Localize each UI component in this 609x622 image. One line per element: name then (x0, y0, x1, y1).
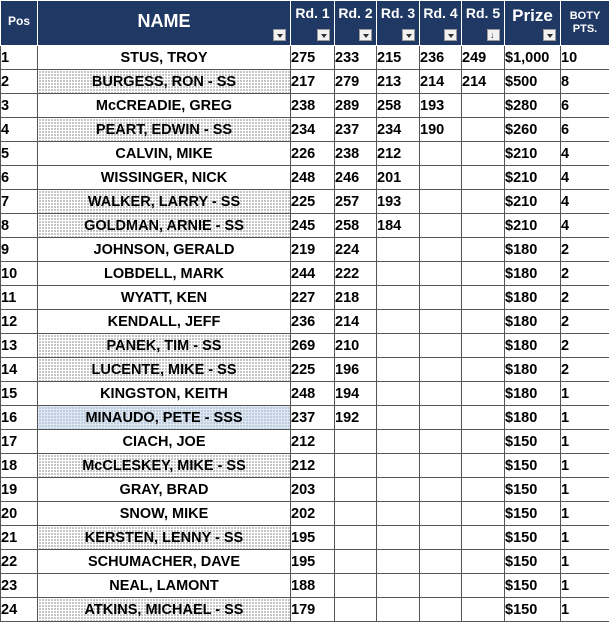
prize-cell[interactable]: $150 (505, 550, 561, 574)
name-cell[interactable]: WISSINGER, NICK (38, 166, 291, 190)
prize-cell[interactable]: $210 (505, 214, 561, 238)
header-rd1[interactable] (291, 1, 335, 46)
rd4-score-cell[interactable] (420, 214, 462, 238)
header-name-label: NAME (38, 11, 290, 32)
pos-cell[interactable]: 17 (1, 430, 38, 454)
rd3-score-cell[interactable] (377, 454, 420, 478)
name-cell[interactable]: STUS, TROY (38, 46, 291, 70)
header-boty-label (561, 10, 609, 36)
rd5-score-cell[interactable] (462, 406, 505, 430)
rd3-score-cell[interactable]: 184 (377, 214, 420, 238)
rd2-score-cell[interactable]: 210 (335, 334, 377, 358)
boty-points-cell[interactable]: 1 (561, 454, 609, 478)
rd2-score-cell[interactable]: 222 (335, 262, 377, 286)
rd3-score-cell[interactable]: 234 (377, 118, 420, 142)
table-row (1, 406, 609, 430)
rd1-score-cell[interactable]: 188 (291, 574, 335, 598)
prize-cell[interactable]: $180 (505, 238, 561, 262)
name-cell[interactable]: KENDALL, JEFF (38, 310, 291, 334)
boty-points-cell[interactable]: 1 (561, 382, 609, 406)
rd5-score-cell[interactable]: 214 (462, 70, 505, 94)
header-rd5[interactable] (462, 1, 505, 46)
prize-cell[interactable]: $500 (505, 70, 561, 94)
rd2-score-cell[interactable]: 192 (335, 406, 377, 430)
rd5-score-cell[interactable] (462, 118, 505, 142)
prize-cell[interactable]: $150 (505, 454, 561, 478)
table-row (1, 478, 609, 502)
boty-points-cell[interactable]: 4 (561, 214, 609, 238)
prize-cell[interactable]: $180 (505, 262, 561, 286)
rd2-score-cell[interactable]: 237 (335, 118, 377, 142)
name-cell[interactable]: GOLDMAN, ARNIE - SS (38, 214, 291, 238)
rd1-score-cell[interactable]: 238 (291, 94, 335, 118)
table-row (1, 166, 609, 190)
pos-cell[interactable]: 1 (1, 46, 38, 70)
prize-cell[interactable]: $260 (505, 118, 561, 142)
rd1-score-cell[interactable]: 225 (291, 190, 335, 214)
rd4-score-cell[interactable] (420, 502, 462, 526)
prize-cell[interactable]: $210 (505, 142, 561, 166)
pos-cell[interactable]: 6 (1, 166, 38, 190)
rd2-score-cell[interactable]: 218 (335, 286, 377, 310)
rd1-score-cell[interactable]: 226 (291, 142, 335, 166)
rd4-score-cell[interactable]: 193 (420, 94, 462, 118)
name-cell[interactable]: GRAY, BRAD (38, 478, 291, 502)
name-cell[interactable]: WYATT, KEN (38, 286, 291, 310)
boty-points-cell[interactable]: 2 (561, 262, 609, 286)
rd5-score-cell[interactable]: 249 (462, 46, 505, 70)
rd2-score-cell[interactable] (335, 598, 377, 622)
pos-cell[interactable]: 4 (1, 118, 38, 142)
pos-cell[interactable]: 23 (1, 574, 38, 598)
table-row (1, 262, 609, 286)
rd4-score-cell[interactable] (420, 550, 462, 574)
table-row (1, 310, 609, 334)
table-row (1, 70, 609, 94)
filter-dropdown-icon[interactable] (444, 29, 457, 41)
rd2-score-cell[interactable] (335, 454, 377, 478)
boty-points-cell[interactable]: 1 (561, 526, 609, 550)
rd1-score-cell[interactable]: 234 (291, 118, 335, 142)
pos-cell[interactable]: 16 (1, 406, 38, 430)
boty-points-cell[interactable]: 1 (561, 550, 609, 574)
rd5-score-cell[interactable] (462, 334, 505, 358)
pos-cell[interactable]: 7 (1, 190, 38, 214)
pos-cell[interactable]: 8 (1, 214, 38, 238)
header-rd3[interactable] (377, 1, 420, 46)
rd4-score-cell[interactable] (420, 334, 462, 358)
boty-points-cell[interactable]: 8 (561, 70, 609, 94)
rd1-score-cell[interactable]: 269 (291, 334, 335, 358)
header-name[interactable] (38, 1, 291, 46)
header-boty[interactable] (561, 1, 609, 46)
rd3-score-cell[interactable] (377, 502, 420, 526)
table-row (1, 142, 609, 166)
pos-cell[interactable]: 12 (1, 310, 38, 334)
boty-points-cell[interactable]: 1 (561, 478, 609, 502)
rd3-score-cell[interactable]: 258 (377, 94, 420, 118)
rd2-score-cell[interactable]: 279 (335, 70, 377, 94)
pos-cell[interactable]: 11 (1, 286, 38, 310)
rd2-score-cell[interactable]: 233 (335, 46, 377, 70)
name-cell[interactable]: ATKINS, MICHAEL - SS (38, 598, 291, 622)
rd5-score-cell[interactable] (462, 286, 505, 310)
pos-cell[interactable]: 2 (1, 70, 38, 94)
rd2-score-cell[interactable]: 257 (335, 190, 377, 214)
rd5-score-cell[interactable] (462, 454, 505, 478)
boty-points-cell[interactable]: 2 (561, 334, 609, 358)
pos-cell[interactable]: 14 (1, 358, 38, 382)
prize-cell[interactable]: $150 (505, 478, 561, 502)
rd5-score-cell[interactable] (462, 382, 505, 406)
rd5-score-cell[interactable] (462, 430, 505, 454)
rd4-score-cell[interactable] (420, 574, 462, 598)
header-prize-label: Prize (505, 6, 560, 26)
header-pos[interactable] (1, 1, 38, 46)
rd2-score-cell[interactable] (335, 550, 377, 574)
sort-descending-filter-icon[interactable] (487, 29, 500, 41)
rd5-score-cell[interactable] (462, 358, 505, 382)
name-cell[interactable]: McCREADIE, GREG (38, 94, 291, 118)
pos-cell[interactable]: 15 (1, 382, 38, 406)
rd4-score-cell[interactable]: 236 (420, 46, 462, 70)
rd2-score-cell[interactable] (335, 430, 377, 454)
header-rd1-label: Rd. 1 (291, 5, 334, 21)
rd4-score-cell[interactable] (420, 598, 462, 622)
rd5-score-cell[interactable] (462, 142, 505, 166)
filter-dropdown-icon[interactable] (273, 29, 286, 41)
rd5-score-cell[interactable] (462, 214, 505, 238)
table-row (1, 454, 609, 478)
pos-cell[interactable]: 10 (1, 262, 38, 286)
pos-cell[interactable]: 24 (1, 598, 38, 622)
rd1-score-cell[interactable]: 203 (291, 478, 335, 502)
rd4-score-cell[interactable]: 190 (420, 118, 462, 142)
rd3-score-cell[interactable] (377, 358, 420, 382)
name-cell[interactable]: PANEK, TIM - SS (38, 334, 291, 358)
name-cell[interactable]: CIACH, JOE (38, 430, 291, 454)
name-cell[interactable]: SNOW, MIKE (38, 502, 291, 526)
rd3-score-cell[interactable] (377, 238, 420, 262)
rd4-score-cell[interactable] (420, 406, 462, 430)
table-row (1, 286, 609, 310)
header-rd4[interactable] (420, 1, 462, 46)
rd4-score-cell[interactable] (420, 238, 462, 262)
boty-points-cell[interactable]: 2 (561, 238, 609, 262)
header-pos-label: Pos (1, 14, 37, 28)
table-row (1, 430, 609, 454)
prize-cell[interactable]: $150 (505, 598, 561, 622)
name-cell[interactable]: JOHNSON, GERALD (38, 238, 291, 262)
name-cell[interactable]: SCHUMACHER, DAVE (38, 550, 291, 574)
rd3-score-cell[interactable] (377, 406, 420, 430)
boty-points-cell[interactable]: 4 (561, 166, 609, 190)
prize-cell[interactable]: $150 (505, 430, 561, 454)
table-row (1, 94, 609, 118)
rd2-score-cell[interactable]: 238 (335, 142, 377, 166)
table-row (1, 214, 609, 238)
pos-cell[interactable]: 22 (1, 550, 38, 574)
rd5-score-cell[interactable] (462, 502, 505, 526)
rd4-score-cell[interactable] (420, 142, 462, 166)
header-rd3-label: Rd. 3 (377, 5, 419, 21)
boty-points-cell[interactable]: 4 (561, 190, 609, 214)
rd5-score-cell[interactable] (462, 190, 505, 214)
rd5-score-cell[interactable] (462, 526, 505, 550)
table-row (1, 358, 609, 382)
rd2-score-cell[interactable]: 224 (335, 238, 377, 262)
rd3-score-cell[interactable]: 193 (377, 190, 420, 214)
rd3-score-cell[interactable] (377, 430, 420, 454)
rd3-score-cell[interactable]: 215 (377, 46, 420, 70)
prize-cell[interactable]: $150 (505, 502, 561, 526)
rd5-score-cell[interactable] (462, 478, 505, 502)
pos-cell[interactable]: 3 (1, 94, 38, 118)
filter-dropdown-icon[interactable] (543, 29, 556, 41)
table-row (1, 598, 609, 622)
rd3-score-cell[interactable] (377, 310, 420, 334)
name-cell[interactable]: LUCENTE, MIKE - SS (38, 358, 291, 382)
rd3-score-cell[interactable] (377, 574, 420, 598)
rd1-score-cell[interactable]: 248 (291, 382, 335, 406)
boty-points-cell[interactable]: 1 (561, 574, 609, 598)
rd5-score-cell[interactable] (462, 598, 505, 622)
rd5-score-cell[interactable] (462, 166, 505, 190)
prize-cell[interactable]: $150 (505, 574, 561, 598)
standings-body (1, 46, 609, 622)
prize-cell[interactable]: $180 (505, 358, 561, 382)
prize-cell[interactable]: $180 (505, 334, 561, 358)
prize-cell[interactable]: $180 (505, 310, 561, 334)
rd1-score-cell[interactable]: 217 (291, 70, 335, 94)
table-row (1, 550, 609, 574)
pos-cell[interactable]: 21 (1, 526, 38, 550)
boty-points-cell[interactable]: 2 (561, 286, 609, 310)
name-cell[interactable]: LOBDELL, MARK (38, 262, 291, 286)
rd1-score-cell[interactable]: 237 (291, 406, 335, 430)
pos-cell[interactable]: 18 (1, 454, 38, 478)
rd1-score-cell[interactable]: 179 (291, 598, 335, 622)
rd4-score-cell[interactable] (420, 286, 462, 310)
rd2-score-cell[interactable]: 214 (335, 310, 377, 334)
rd3-score-cell[interactable] (377, 478, 420, 502)
rd2-score-cell[interactable] (335, 574, 377, 598)
prize-cell[interactable]: $180 (505, 406, 561, 430)
pos-cell[interactable]: 20 (1, 502, 38, 526)
rd5-score-cell[interactable] (462, 550, 505, 574)
rd5-score-cell[interactable] (462, 238, 505, 262)
rd2-score-cell[interactable] (335, 526, 377, 550)
rd1-score-cell[interactable]: 195 (291, 550, 335, 574)
prize-cell[interactable]: $210 (505, 190, 561, 214)
table-row (1, 118, 609, 142)
pos-cell[interactable]: 13 (1, 334, 38, 358)
name-cell[interactable]: McCLESKEY, MIKE - SS (38, 454, 291, 478)
pos-cell[interactable]: 5 (1, 142, 38, 166)
rd2-score-cell[interactable] (335, 502, 377, 526)
rd5-score-cell[interactable] (462, 94, 505, 118)
table-row (1, 502, 609, 526)
rd3-score-cell[interactable]: 201 (377, 166, 420, 190)
table-row (1, 190, 609, 214)
rd3-score-cell[interactable] (377, 382, 420, 406)
rd3-score-cell[interactable] (377, 262, 420, 286)
table-row (1, 382, 609, 406)
header-boty-line2: PTS. (573, 23, 597, 35)
rd1-score-cell[interactable]: 202 (291, 502, 335, 526)
table-row (1, 46, 609, 70)
boty-points-cell[interactable]: 1 (561, 502, 609, 526)
rd3-score-cell[interactable]: 212 (377, 142, 420, 166)
header-rd2[interactable] (335, 1, 377, 46)
filter-dropdown-icon[interactable] (359, 29, 372, 41)
table-row (1, 238, 609, 262)
rd4-score-cell[interactable]: 214 (420, 70, 462, 94)
rd1-score-cell[interactable]: 244 (291, 262, 335, 286)
boty-points-cell[interactable]: 2 (561, 358, 609, 382)
table-row (1, 334, 609, 358)
rd1-score-cell[interactable]: 195 (291, 526, 335, 550)
rd1-score-cell[interactable]: 227 (291, 286, 335, 310)
boty-points-cell[interactable]: 6 (561, 118, 609, 142)
boty-points-cell[interactable]: 1 (561, 598, 609, 622)
rd1-score-cell[interactable]: 212 (291, 430, 335, 454)
rd4-score-cell[interactable] (420, 166, 462, 190)
rd2-score-cell[interactable]: 196 (335, 358, 377, 382)
rd2-score-cell[interactable]: 246 (335, 166, 377, 190)
name-cell[interactable]: WALKER, LARRY - SS (38, 190, 291, 214)
rd5-score-cell[interactable] (462, 574, 505, 598)
rd3-score-cell[interactable] (377, 334, 420, 358)
boty-points-cell[interactable]: 1 (561, 406, 609, 430)
name-cell[interactable]: BURGESS, RON - SS (38, 70, 291, 94)
rd4-score-cell[interactable] (420, 190, 462, 214)
rd1-score-cell[interactable]: 236 (291, 310, 335, 334)
rd4-score-cell[interactable] (420, 430, 462, 454)
rd3-score-cell[interactable] (377, 550, 420, 574)
rd4-score-cell[interactable] (420, 382, 462, 406)
rd4-score-cell[interactable] (420, 454, 462, 478)
prize-cell[interactable]: $1,000 (505, 46, 561, 70)
rd2-score-cell[interactable]: 194 (335, 382, 377, 406)
rd3-score-cell[interactable]: 213 (377, 70, 420, 94)
prize-cell[interactable]: $210 (505, 166, 561, 190)
rd3-score-cell[interactable] (377, 286, 420, 310)
prize-cell[interactable]: $180 (505, 286, 561, 310)
rd2-score-cell[interactable] (335, 478, 377, 502)
header-rd5-label: Rd. 5 (462, 5, 504, 21)
rd5-score-cell[interactable] (462, 262, 505, 286)
header-prize[interactable] (505, 1, 561, 46)
name-cell[interactable]: PEART, EDWIN - SS (38, 118, 291, 142)
rd5-score-cell[interactable] (462, 310, 505, 334)
header-rd4-label: Rd. 4 (420, 5, 461, 21)
rd1-score-cell[interactable]: 248 (291, 166, 335, 190)
boty-points-cell[interactable]: 1 (561, 430, 609, 454)
pos-cell[interactable]: 9 (1, 238, 38, 262)
filter-dropdown-icon[interactable] (402, 29, 415, 41)
rd2-score-cell[interactable]: 289 (335, 94, 377, 118)
rd4-score-cell[interactable] (420, 358, 462, 382)
rd4-score-cell[interactable] (420, 310, 462, 334)
name-cell[interactable]: NEAL, LAMONT (38, 574, 291, 598)
header-boty-line1: BOTY (570, 10, 601, 22)
boty-points-cell[interactable]: 10 (561, 46, 609, 70)
boty-points-cell[interactable]: 6 (561, 94, 609, 118)
name-cell[interactable]: MINAUDO, PETE - SSS (38, 406, 291, 430)
rd2-score-cell[interactable]: 258 (335, 214, 377, 238)
rd1-score-cell[interactable]: 225 (291, 358, 335, 382)
header-row (1, 1, 609, 46)
prize-cell[interactable]: $280 (505, 94, 561, 118)
boty-points-cell[interactable]: 4 (561, 142, 609, 166)
name-cell[interactable]: KINGSTON, KEITH (38, 382, 291, 406)
rd4-score-cell[interactable] (420, 526, 462, 550)
header-rd2-label: Rd. 2 (335, 5, 376, 21)
rd4-score-cell[interactable] (420, 478, 462, 502)
filter-dropdown-icon[interactable] (317, 29, 330, 41)
prize-cell[interactable]: $150 (505, 526, 561, 550)
rd3-score-cell[interactable] (377, 598, 420, 622)
table-row (1, 526, 609, 550)
rd1-score-cell[interactable]: 245 (291, 214, 335, 238)
name-cell[interactable]: CALVIN, MIKE (38, 142, 291, 166)
name-cell[interactable]: KERSTEN, LENNY - SS (38, 526, 291, 550)
rd1-score-cell[interactable]: 275 (291, 46, 335, 70)
prize-cell[interactable]: $180 (505, 382, 561, 406)
rd4-score-cell[interactable] (420, 262, 462, 286)
rd1-score-cell[interactable]: 219 (291, 238, 335, 262)
boty-points-cell[interactable]: 2 (561, 310, 609, 334)
rd1-score-cell[interactable]: 212 (291, 454, 335, 478)
rd3-score-cell[interactable] (377, 526, 420, 550)
pos-cell[interactable]: 19 (1, 478, 38, 502)
table-row (1, 574, 609, 598)
